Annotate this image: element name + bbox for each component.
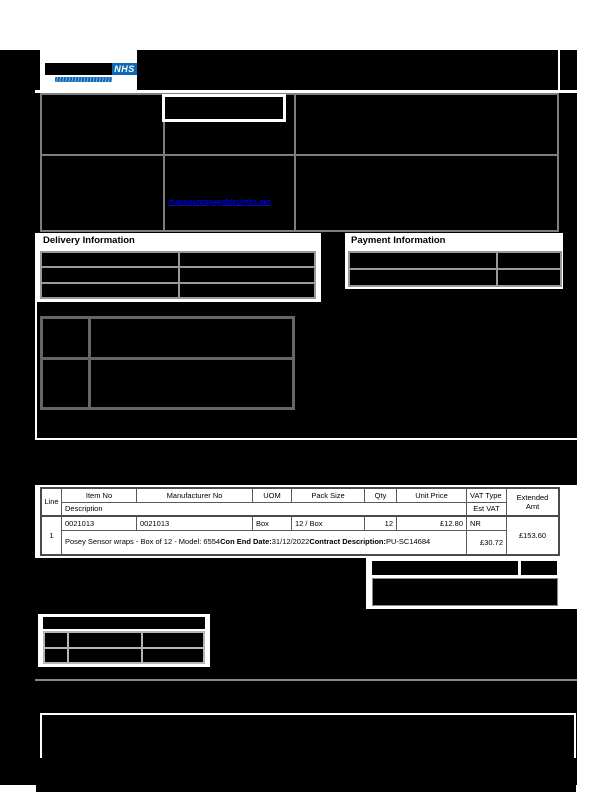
item-uom: Box — [253, 517, 292, 531]
redacted-block-bottom — [36, 785, 576, 792]
redacted-total-value — [521, 561, 557, 575]
nhs-logo: NHS — [112, 63, 137, 75]
col-header-pack-size: Pack Size — [292, 489, 365, 503]
redacted-grand-total-box — [372, 578, 558, 606]
nhs-subtitle-text — [55, 77, 112, 82]
accounts-email-link[interactable]: rf.accountspayable@nhs.net — [168, 197, 271, 206]
divider — [558, 50, 560, 90]
item-line-number: 1 — [42, 517, 62, 554]
con-end-date-value: 31/12/2022 — [271, 537, 310, 547]
approval-window — [38, 614, 210, 667]
item-unit-price: £12.80 — [397, 517, 467, 531]
terms-box-redacted — [40, 713, 576, 758]
divider — [40, 154, 559, 156]
payment-title: Payment Information — [351, 235, 446, 246]
delivery-table-redacted — [40, 251, 316, 299]
redacted-cell — [180, 268, 314, 281]
item-manufacturer-no: 0021013 — [137, 517, 253, 531]
con-end-date-label: Con End Date: — [220, 537, 272, 547]
divider — [294, 93, 296, 232]
item-qty: 12 — [365, 517, 397, 531]
approval-table-redacted — [43, 631, 205, 664]
redacted-cell — [180, 284, 314, 297]
col-header-est-vat: Est VAT — [467, 503, 507, 517]
item-pack-size: 12 / Box — [292, 517, 365, 531]
redacted-cell — [498, 253, 560, 268]
item-vat-type: NR — [467, 517, 507, 531]
redacted-cell — [42, 268, 178, 281]
payment-section — [345, 233, 563, 289]
logo-window — [40, 50, 137, 91]
contract-description-value: PU-SC14684 — [386, 537, 431, 547]
address-table-redacted — [40, 316, 295, 410]
redacted-header-bar — [43, 617, 205, 629]
redacted-cell — [69, 649, 141, 663]
redacted-cell — [69, 633, 141, 647]
redacted-cell — [498, 270, 560, 285]
redacted-cell — [143, 649, 203, 663]
col-header-unit-price: Unit Price — [397, 489, 467, 503]
contract-description-label: Contract Description: — [309, 537, 386, 547]
redacted-trust-name — [45, 63, 112, 75]
divider — [35, 302, 37, 440]
description-text: Posey Sensor wraps - Box of 12 - Model: 6554 — [65, 537, 221, 547]
redacted-cell — [350, 270, 496, 285]
divider — [40, 357, 295, 360]
redacted-total-label — [372, 561, 518, 575]
redacted-cell — [45, 633, 67, 647]
col-header-line: Line — [42, 489, 62, 517]
col-header-manufacturer-no: Manufacturer No — [137, 489, 253, 503]
payment-table-redacted — [348, 251, 562, 287]
redacted-cell — [350, 253, 496, 268]
col-header-description: Description — [62, 503, 467, 517]
redacted-cell — [42, 253, 178, 266]
delivery-title: Delivery Information — [43, 235, 135, 246]
redacted-cell — [180, 253, 314, 266]
col-header-item-no: Item No — [62, 489, 137, 503]
totals-window — [366, 557, 577, 609]
item-item-no: 0021013 — [62, 517, 137, 531]
redacted-cell — [143, 633, 203, 647]
col-header-extended-amt: Extended Amt — [507, 489, 558, 517]
redacted-cell — [45, 649, 67, 663]
divider — [35, 438, 577, 440]
po-number-box-redacted — [162, 94, 286, 122]
item-extended-amt: £153.60 — [518, 530, 547, 540]
redacted-cell — [42, 284, 178, 297]
divider — [88, 316, 91, 410]
divider — [35, 679, 577, 681]
item-description — [62, 531, 467, 554]
col-header-vat-type: VAT Type — [467, 489, 507, 503]
header-table — [40, 93, 559, 232]
col-header-uom: UOM — [253, 489, 292, 503]
item-est-vat: £30.72 — [467, 531, 507, 554]
delivery-section — [35, 233, 321, 302]
items-table — [40, 487, 560, 556]
col-header-qty: Qty — [365, 489, 397, 503]
